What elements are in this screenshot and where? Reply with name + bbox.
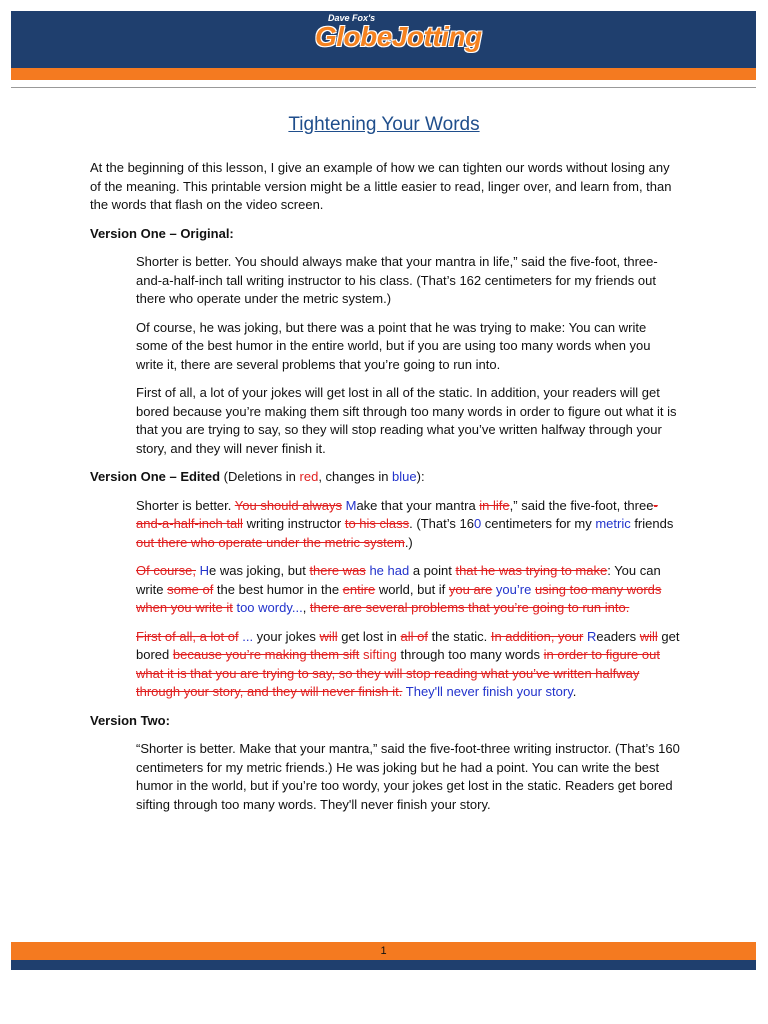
edited-heading-blue: blue [392, 469, 417, 484]
plain-text: the best humor in the [213, 581, 343, 597]
version-one-edited-heading [90, 468, 680, 487]
plain-text: : You can write [136, 563, 661, 597]
logo-kicker: Dave Fox's [328, 13, 376, 23]
edited-heading-text-a: (Deletions in [220, 469, 300, 484]
plain-text: writing instructor [242, 516, 345, 531]
plain-text: Shorter is better. [136, 497, 235, 513]
globejotting-logo: GlobeJotting [315, 21, 482, 52]
changed-text: H [199, 563, 209, 578]
plain-text: the static. [427, 628, 491, 644]
deleted-text: will [319, 628, 338, 644]
changed-text: ... [242, 628, 254, 644]
deleted-text: entire [342, 581, 376, 597]
original-paragraph-1: Shorter is better. You should always make that your mantra in life,” said the five-foot, three-and-a-half-inch tall writing instructor to his class. (That’s 162 centimeters for my friends out there who operate under the metric system.) [136, 254, 658, 306]
edited-heading-red: red [299, 469, 319, 484]
deleted-text: some of [167, 581, 214, 597]
original-paragraph-3: First of all, a lot of your jokes will get lost in all of the static. In addition, your readers will get bored because you’re making them sift through too many words in order to figure out what it is that you are trying to say, so they will stop reading what you’ve written halfway through your story, and they will never finish it. [136, 385, 677, 456]
plain-text: , [302, 600, 310, 615]
header-banner [11, 11, 756, 80]
version-two-heading: Version Two: [90, 712, 170, 728]
deleted-text: that he was trying to make [455, 563, 608, 578]
edited-paragraph-1 [136, 497, 680, 553]
plain-text: e was joking, but [208, 563, 310, 578]
changed-text: metric [595, 516, 631, 531]
changed-text: he had [369, 563, 410, 578]
header-rule [11, 87, 756, 88]
plain-text: eaders [596, 628, 640, 644]
edited-paragraph-2 [136, 562, 680, 618]
deleted-text: using too many words when you write it [136, 581, 662, 615]
changed-text-red: sifting [362, 647, 397, 662]
plain-text: a point [409, 563, 456, 578]
deleted-text: in life [479, 497, 510, 513]
deleted-text: First of all, a lot of [136, 628, 239, 644]
plain-text: . [572, 684, 577, 699]
changed-text: M [345, 497, 357, 513]
edited-heading-text-c: , changes in [318, 469, 393, 484]
deleted-text: because you’re making them sift [172, 647, 360, 662]
plain-text: ake that your mantra [356, 497, 480, 513]
plain-text: world, but if [375, 581, 449, 597]
deleted-text: all of [400, 628, 428, 644]
deleted-text: you are [448, 581, 493, 597]
plain-text: .) [404, 534, 413, 550]
edited-heading-text-d: ): [416, 469, 425, 484]
deleted-text: to his class [344, 516, 410, 531]
plain-text: get bored [136, 628, 680, 662]
plain-text: . (That’s 16 [409, 516, 474, 531]
deleted-text: will [639, 628, 658, 644]
deleted-text: in order to figure out what it is that you are trying to say, so they will stop reading what you’ve written halfway through your story, and they will never finish it. [136, 647, 660, 699]
deleted-text: -and-a-half-inch tall [136, 497, 658, 531]
changed-text: R [586, 628, 597, 644]
original-paragraph-2: Of course, he was joking, but there was a point that he was trying to make: You can write some of the best humor in the entire world, but if you are using too many words when you write it, there are several problems that you’re going to run into. [136, 319, 651, 372]
intro-paragraph: At the beginning of this lesson, I give an example of how we can tighten our words without losing any of the meaning. This printable version might be a little easier to read, linger over, and learn from, than the words that flash on the video screen. [90, 160, 672, 212]
deleted-text: there are several problems that you’re going to run into. [309, 600, 630, 615]
plain-text: through too many words [396, 647, 544, 662]
document-body [90, 159, 680, 824]
deleted-text: Of course, [136, 563, 196, 578]
version-one-original-heading: Version One – Original: [90, 225, 234, 241]
version-two-paragraph: “Shorter is better. Make that your mantra,” said the five-foot-three writing instructor. (That’s 160 centimeters for my metric friends.) He was joking but he had a point. You can write the best humor in the world, but if you’re too wordy, your jokes get lost in the static. Readers get bored sifting through too many words. They'll never finish your story. [136, 741, 680, 812]
plain-text: your jokes [253, 628, 320, 644]
plain-text: friends [630, 516, 674, 531]
deleted-text: out there who operate under the metric system [136, 534, 405, 550]
changed-text: They'll never finish your story [405, 684, 573, 699]
deleted-text: You should always [234, 497, 342, 513]
edited-paragraph-3 [136, 628, 680, 702]
deleted-text: In addition, your [490, 628, 584, 644]
plain-text: centimeters for my [481, 516, 596, 531]
edited-heading-bold: Version One – Edited [90, 469, 221, 484]
changed-text: you’re [495, 581, 532, 597]
footer-bar [11, 942, 756, 970]
page-number: 1 [380, 945, 387, 957]
plain-text: ,” said the five-foot, three [509, 497, 654, 513]
changed-text: too wordy... [236, 600, 303, 615]
deleted-text: there was [309, 563, 366, 578]
plain-text: get lost in [337, 628, 401, 644]
changed-text: 0 [473, 516, 482, 531]
page-title: Tightening Your Words [288, 114, 480, 135]
